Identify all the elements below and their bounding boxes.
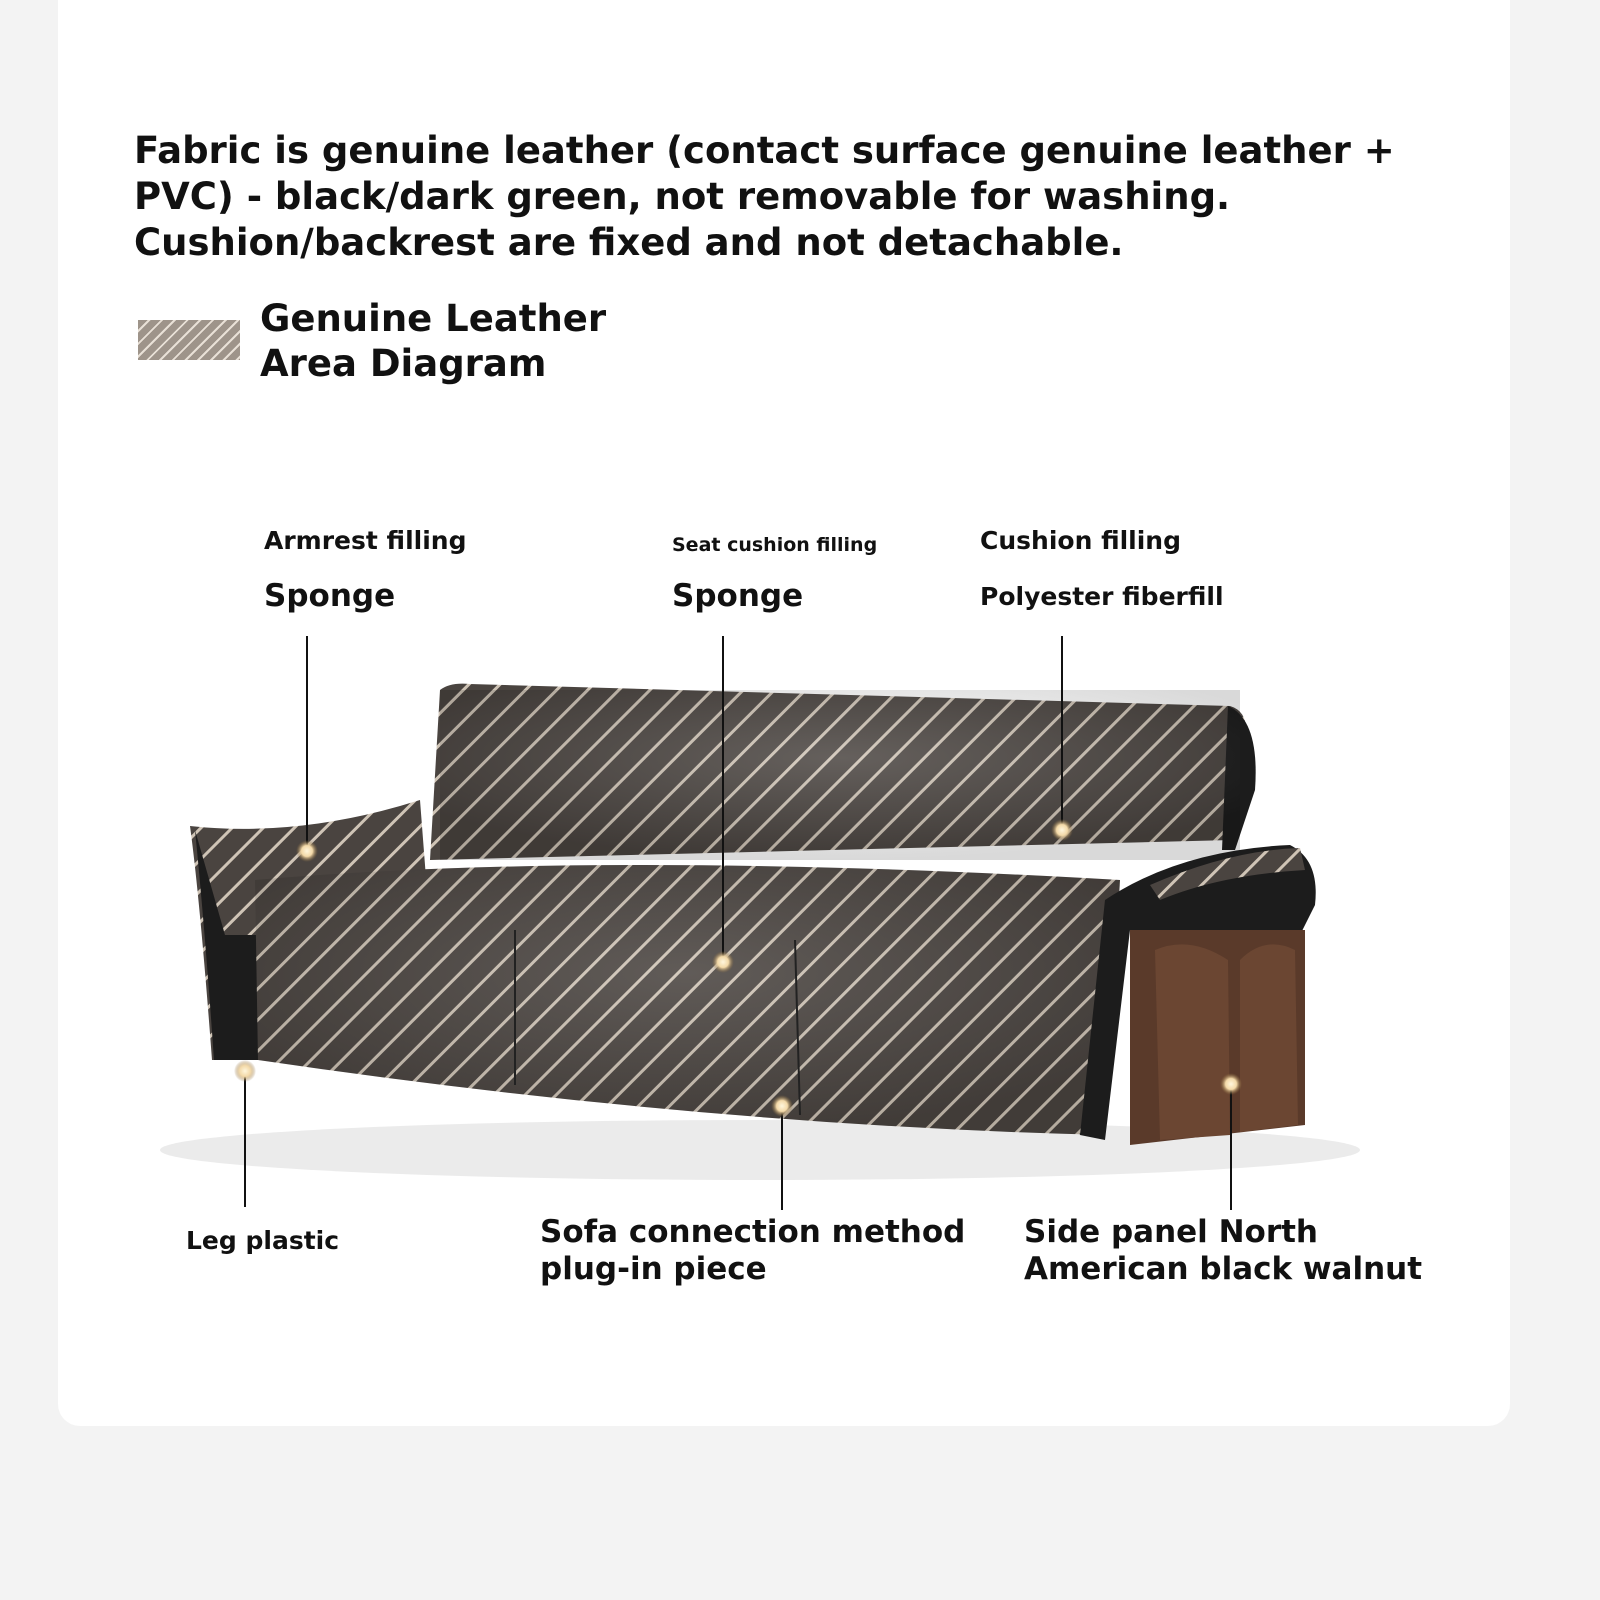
dot-leg [234,1060,256,1082]
walnut-panel-groove [1155,944,1230,1140]
armrest-value: Sponge [264,578,396,614]
side-panel-label [1024,1214,1422,1288]
dot-cushion [1051,819,1073,841]
dot-side-panel [1220,1073,1242,1095]
armrest-title: Armrest filling [264,526,467,555]
backrest-shade [440,690,1240,860]
seat-title: Seat cushion filling [672,534,878,556]
connection-label [540,1214,965,1288]
leg-title: Leg plastic [186,1226,340,1255]
dot-seat [712,951,734,973]
legend-line: Genuine Leather [260,297,607,340]
connection-line: plug-in piece [540,1251,767,1287]
connection-line: Sofa connection method [540,1214,966,1250]
cushion-title: Cushion filling [980,526,1182,555]
legend-line: Area Diagram [260,342,547,385]
description-line: Fabric is genuine leather (contact surface genuine leather + [134,129,1395,172]
cushion-value: Polyester fiberfill [980,582,1224,611]
walnut-panel-groove [1240,944,1298,1132]
seat-value: Sponge [672,578,804,614]
description-line: Cushion/backrest are fixed and not detachable. [134,221,1124,264]
dot-connection [771,1095,793,1117]
side-panel-line: Side panel North [1024,1214,1319,1250]
seat-shade [255,865,1120,1135]
side-panel-line: American black walnut [1024,1251,1423,1287]
dot-armrest [296,840,318,862]
description-line: PVC) - black/dark green, not removable for washing. [134,175,1231,218]
